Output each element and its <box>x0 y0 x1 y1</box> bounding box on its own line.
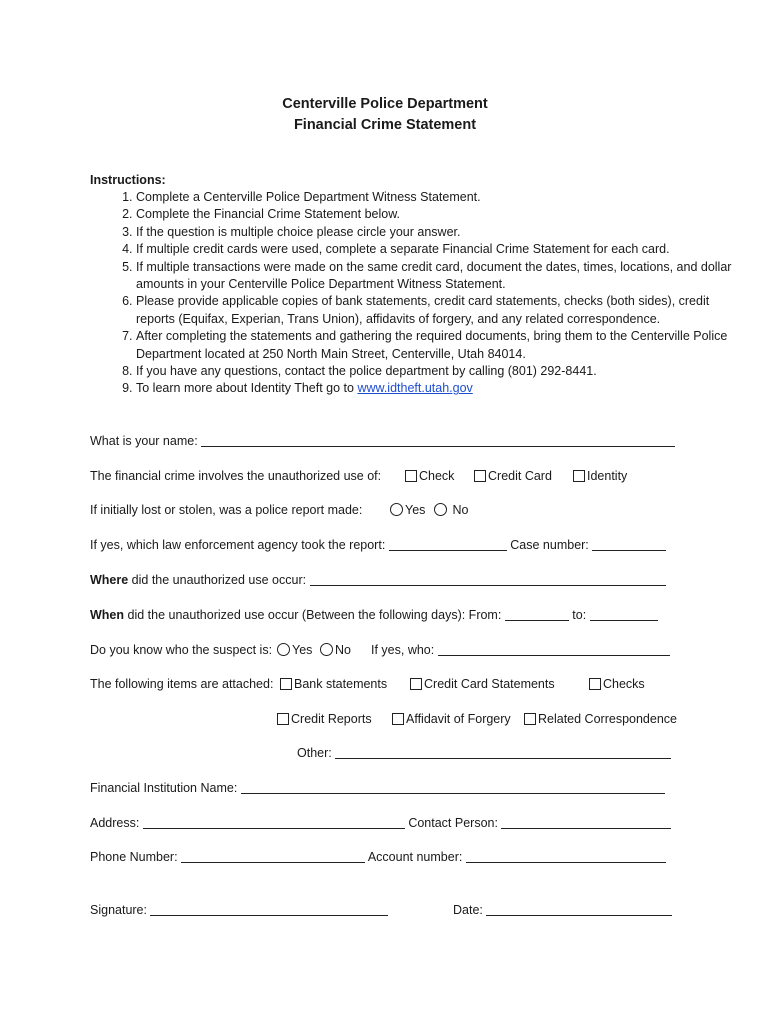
no-label: No <box>452 503 469 517</box>
name-label: What is your name: <box>90 434 198 448</box>
name-field[interactable] <box>201 434 675 447</box>
credit-reports-option[interactable] <box>277 712 372 726</box>
credit-reports-label: Credit Reports <box>291 712 372 726</box>
related-correspondence-option[interactable] <box>524 712 677 726</box>
to-label: to: <box>572 608 587 622</box>
instruction-item: 1. Complete a Centerville Police Department Witness Statement. <box>136 189 736 206</box>
report-no-option[interactable] <box>434 503 468 517</box>
checkbox-icon[interactable] <box>573 470 585 482</box>
instruction-item: 5. If multiple transactions were made on the same credit card, document the dates, times, locations, and dollar amounts in your Centerville Police Department Witness Statement. <box>136 259 736 294</box>
radio-icon[interactable] <box>277 643 290 656</box>
to-date-field[interactable] <box>590 608 658 621</box>
bank-statements-label: Bank statements <box>294 677 388 691</box>
instruction-item-text: To learn more about Identity Theft go to <box>136 381 358 396</box>
radio-icon[interactable] <box>320 643 333 656</box>
instructions-list <box>90 189 736 398</box>
credit-card-option[interactable] <box>474 469 552 483</box>
phone-label: Phone Number: <box>90 850 178 864</box>
date-label: Date: <box>453 903 483 917</box>
suspect-label: Do you know who the suspect is: <box>90 643 273 657</box>
case-number-label: Case number: <box>510 538 589 552</box>
checkbox-icon[interactable] <box>474 470 486 482</box>
account-number-label: Account number: <box>367 850 463 864</box>
institution-field[interactable] <box>241 781 665 794</box>
idtheft-link[interactable]: www.idtheft.utah.gov <box>357 381 473 396</box>
agency-label: If yes, which law enforcement agency took the report: <box>90 538 386 552</box>
when-label: did the unauthorized use occur (Between the following days): From: <box>124 608 502 622</box>
institution-label: Financial Institution Name: <box>90 781 238 795</box>
instruction-item: 4. If multiple credit cards were used, complete a separate Financial Crime Statement for each card. <box>136 241 736 258</box>
yes-label: Yes <box>405 503 426 517</box>
yes-label: Yes <box>292 643 313 657</box>
where-bold: Where <box>90 573 129 587</box>
contact-person-field[interactable] <box>501 816 671 829</box>
unauthorized-label: The financial crime involves the unauthorized use of: <box>90 469 382 483</box>
where-field[interactable] <box>310 573 666 586</box>
from-date-field[interactable] <box>505 608 569 621</box>
phone-field[interactable] <box>181 850 365 863</box>
identity-label: Identity <box>587 469 628 483</box>
credit-card-statements-option[interactable] <box>410 677 555 691</box>
no-label: No <box>335 643 351 657</box>
radio-icon[interactable] <box>434 503 447 516</box>
name-row <box>90 434 675 448</box>
agency-field[interactable] <box>389 538 507 551</box>
checkbox-icon[interactable] <box>524 713 536 725</box>
affidavit-option[interactable] <box>392 712 511 726</box>
contact-person-label: Contact Person: <box>408 816 498 830</box>
checkbox-icon[interactable] <box>392 713 404 725</box>
affidavit-label: Affidavit of Forgery <box>406 712 511 726</box>
credit-card-statements-label: Credit Card Statements <box>424 677 555 691</box>
account-number-field[interactable] <box>466 850 666 863</box>
instruction-item: 8. If you have any questions, contact the police department by calling (801) 292-8441. <box>136 363 736 380</box>
when-row <box>90 608 658 622</box>
police-report-label: If initially lost or stolen, was a police report made: <box>90 503 363 517</box>
date-field[interactable] <box>486 903 672 916</box>
other-row <box>297 746 671 760</box>
suspect-yes-option[interactable] <box>277 643 312 657</box>
instruction-item: 3. If the question is multiple choice please circle your answer. <box>136 224 736 241</box>
checkbox-icon[interactable] <box>410 678 422 690</box>
report-yes-option[interactable] <box>390 503 425 517</box>
related-correspondence-label: Related Correspondence <box>538 712 677 726</box>
checks-option[interactable] <box>589 677 645 691</box>
checks-label: Checks <box>603 677 645 691</box>
instruction-item: 2. Complete the Financial Crime Statement below. <box>136 206 736 223</box>
other-label: Other: <box>297 746 332 760</box>
instructions-heading: Instructions: <box>90 173 166 187</box>
who-field[interactable] <box>438 643 670 656</box>
address-row <box>90 816 671 830</box>
institution-row <box>90 781 665 795</box>
signature-row <box>90 903 388 917</box>
other-field[interactable] <box>335 746 671 759</box>
address-field[interactable] <box>143 816 405 829</box>
address-label: Address: <box>90 816 140 830</box>
where-row <box>90 573 666 587</box>
where-label: did the unauthorized use occur: <box>128 573 307 587</box>
department-title: Centerville Police Department <box>282 96 488 112</box>
check-option[interactable] <box>405 469 454 483</box>
bank-statements-option[interactable] <box>280 677 387 691</box>
credit-card-label: Credit Card <box>488 469 552 483</box>
when-bold: When <box>90 608 125 622</box>
who-label: If yes, who: <box>371 643 435 657</box>
checkbox-icon[interactable] <box>589 678 601 690</box>
identity-option[interactable] <box>573 469 627 483</box>
radio-icon[interactable] <box>390 503 403 516</box>
form-title: Financial Crime Statement <box>293 117 477 133</box>
case-number-field[interactable] <box>592 538 666 551</box>
attached-label: The following items are attached: <box>90 677 274 691</box>
instruction-item: 7. After completing the statements and gathering the required documents, bring them to the Centerville Police Department located at 250 North Main Street, Centerville, Utah 84014. <box>136 328 736 363</box>
check-label: Check <box>419 469 455 483</box>
instruction-item: 6. Please provide applicable copies of bank statements, credit card statements, checks (both sides), credit reports (Equifax, Experian, Trans Union), affidavits of forgery, and any related correspondence. <box>136 293 736 328</box>
checkbox-icon[interactable] <box>277 713 289 725</box>
date-row <box>453 903 672 917</box>
agency-row <box>90 538 666 552</box>
suspect-no-option[interactable] <box>320 643 351 657</box>
instruction-item <box>136 380 736 397</box>
phone-row <box>90 850 666 864</box>
checkbox-icon[interactable] <box>280 678 292 690</box>
signature-field[interactable] <box>150 903 388 916</box>
checkbox-icon[interactable] <box>405 470 417 482</box>
signature-label: Signature: <box>90 903 147 917</box>
who-row <box>371 643 670 657</box>
